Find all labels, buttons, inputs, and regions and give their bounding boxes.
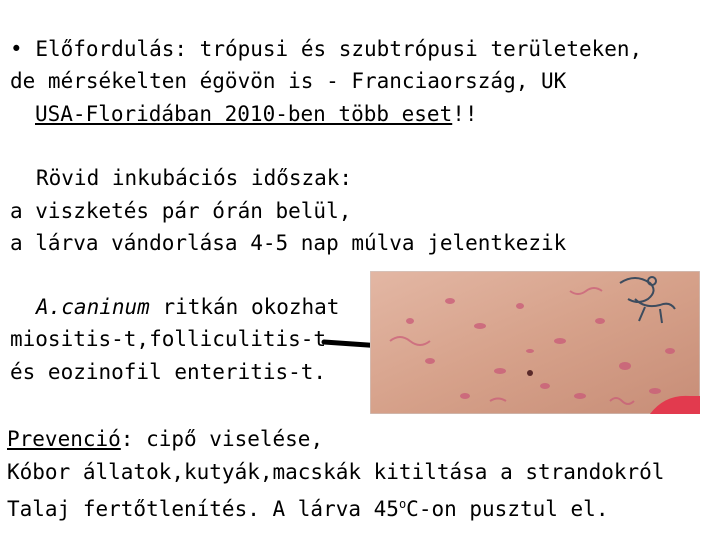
prevention-rest: : cipő viselése,	[120, 427, 324, 451]
bullet: •	[10, 37, 23, 61]
florida-underlined: USA-Floridában 2010-ben több eset	[35, 102, 453, 126]
skin-lesion-photo	[370, 271, 700, 414]
prevention-line-1	[7, 426, 323, 452]
prevention-label: Prevenció	[7, 427, 121, 451]
prevention-line-3	[7, 491, 608, 522]
incubation-line-2: a viszketés pár órán belül,	[10, 199, 352, 223]
degree-o: o	[398, 497, 407, 511]
occurrence-line-3	[35, 101, 478, 127]
temperature-text: C-on pusztul el.	[406, 497, 609, 521]
soil-text: Talaj fertőtlenítés. A lárva 45	[7, 497, 399, 521]
caninum-rest: ritkán okozhat	[149, 295, 340, 319]
species-name: A.caninum	[36, 295, 150, 319]
exclamations: !!	[452, 102, 478, 126]
incubation-line-3: a lárva vándorlása 4-5 nap múlva jelentkezik	[10, 231, 567, 255]
dark-spot	[527, 370, 533, 376]
prevention-line-2: Kóbor állatok,kutyák,macskák kitiltása a strandokról	[7, 460, 665, 484]
caninum-line-2: miositis-t,folliculitis-t	[10, 327, 327, 351]
occurrence-line-2: de mérsékelten égövön is - Franciaország, UK	[10, 69, 567, 93]
caninum-line-1	[36, 294, 339, 320]
caninum-line-3: és eozinofil enteritis-t.	[10, 360, 327, 384]
occurrence-text: Előfordulás: trópusi és szubtrópusi területeken,	[35, 37, 643, 61]
incubation-title: Rövid inkubációs időszak:	[36, 166, 353, 190]
photo-illustration	[370, 271, 700, 414]
occurrence-line-1	[10, 36, 642, 62]
